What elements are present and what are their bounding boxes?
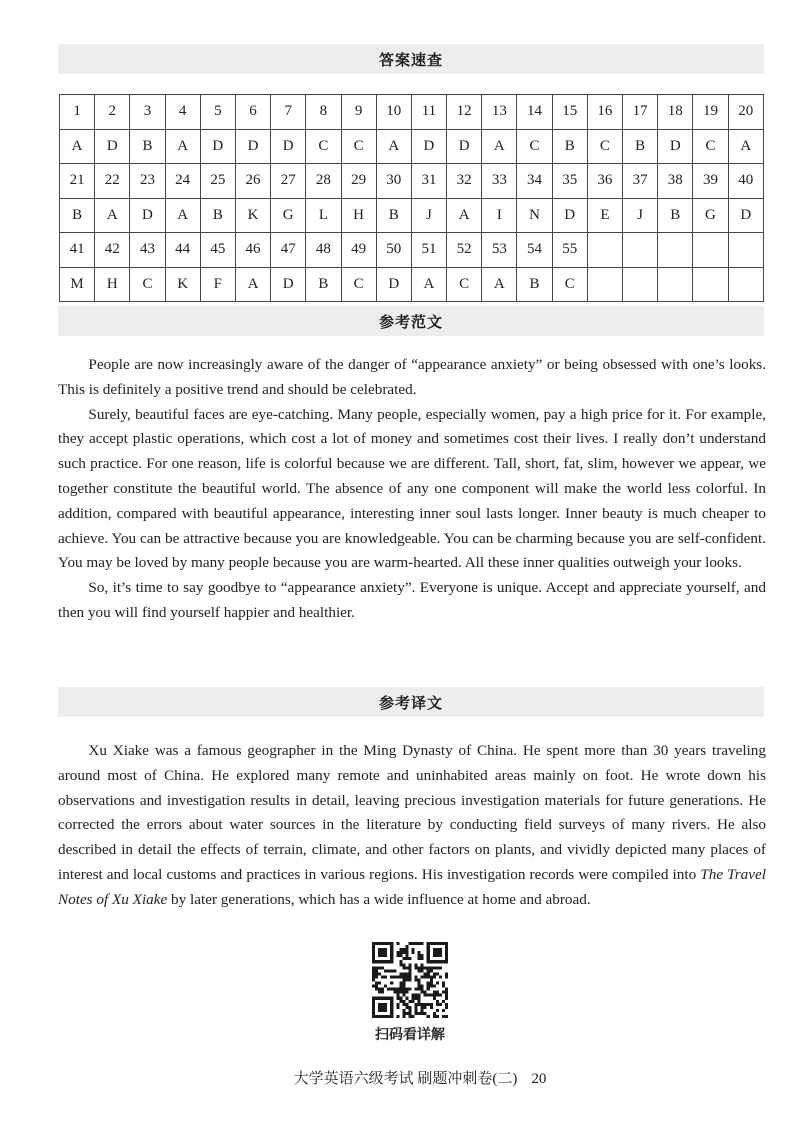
answer-cell: G (271, 198, 306, 233)
answer-cell (728, 267, 763, 302)
answer-cell: A (60, 129, 95, 164)
answer-row (60, 198, 764, 233)
question-number-cell: 36 (587, 164, 622, 199)
question-number-cell: 28 (306, 164, 341, 199)
question-number-cell: 29 (341, 164, 376, 199)
translation-text-end: by later generations, which has a wide influence at home and abroad. (167, 890, 591, 908)
question-number-cell: 5 (200, 95, 235, 130)
essay-paragraph: People are now increasingly aware of the danger of “appearance anxiety” or being obsessed with one’s looks. This is definitely a positive trend and should be celebrated. (58, 356, 766, 398)
essay-paragraph: Surely, beautiful faces are eye-catching. Many people, especially women, pay a high price for it. For example, they accept plastic operations, which cost a lot of money and sometimes cost their lives. I really don’t understand such practice. For one reason, life is colorful because we are different. Tall, short, fat, slim, however we appear, we together constitute the beautiful world. The absence of any one component will make the world less colorful. In addition, compared with beautiful appearance, interesting inner soul lasts longer. Inner beauty is much cheaper to achieve. You can be attractive because you are knowledgeable. You can be charming because you are self-confident. You may be loved by many people because you are warm-hearted. All these inner qualities outweigh your looks. (58, 405, 766, 572)
answer-cell: D (235, 129, 270, 164)
answer-cell: A (235, 267, 270, 302)
question-number-cell: 12 (447, 95, 482, 130)
answer-cell (693, 267, 728, 302)
translation-title: 参考译文 (378, 693, 443, 712)
qr-scan-label: 扫码看详解 (375, 1027, 445, 1043)
question-number-cell: 3 (130, 95, 165, 130)
question-number-cell: 14 (517, 95, 552, 130)
question-number-cell: 35 (552, 164, 587, 199)
answer-cell: K (235, 198, 270, 233)
answer-cell: L (306, 198, 341, 233)
answer-cell: B (517, 267, 552, 302)
question-number-row (60, 95, 764, 130)
question-number-cell: 44 (165, 233, 200, 268)
question-number-cell (728, 233, 763, 268)
answer-cell: A (447, 198, 482, 233)
answer-key-header (58, 44, 764, 74)
answer-cell: D (271, 129, 306, 164)
question-number-cell: 9 (341, 95, 376, 130)
answer-cell: B (623, 129, 658, 164)
question-number-cell: 20 (728, 95, 763, 130)
answer-cell: D (411, 129, 446, 164)
qr-code-image (372, 942, 448, 1018)
answer-cell (587, 267, 622, 302)
answer-key-title: 答案速查 (378, 50, 443, 69)
question-number-cell (658, 233, 693, 268)
answer-cell: A (95, 198, 130, 233)
question-number-cell: 22 (95, 164, 130, 199)
page-number: 20 (531, 1071, 547, 1087)
question-number-cell (587, 233, 622, 268)
question-number-cell: 15 (552, 95, 587, 130)
question-number-cell: 21 (60, 164, 95, 199)
question-number-cell: 26 (235, 164, 270, 199)
question-number-cell: 53 (482, 233, 517, 268)
answer-cell: G (693, 198, 728, 233)
answer-cell: B (200, 198, 235, 233)
question-number-cell: 50 (376, 233, 411, 268)
question-number-cell: 48 (306, 233, 341, 268)
translation-header (58, 687, 764, 717)
answer-cell: C (517, 129, 552, 164)
answer-cell: A (165, 129, 200, 164)
answer-cell: C (447, 267, 482, 302)
question-number-row (60, 233, 764, 268)
footer-book-title: 大学英语六级考试 刷题冲刺卷(二) (293, 1071, 518, 1087)
question-number-cell: 54 (517, 233, 552, 268)
translation-body (58, 739, 766, 913)
qr-code[interactable] (372, 942, 448, 1018)
answer-cell: D (552, 198, 587, 233)
answer-cell: D (447, 129, 482, 164)
answer-cell: F (200, 267, 235, 302)
question-number-cell: 23 (130, 164, 165, 199)
answer-cell: K (165, 267, 200, 302)
answer-cell: A (728, 129, 763, 164)
question-number-cell: 6 (235, 95, 270, 130)
answer-cell: D (95, 129, 130, 164)
answer-cell: A (411, 267, 446, 302)
answer-cell: C (341, 129, 376, 164)
answer-cell: C (306, 129, 341, 164)
question-number-row (60, 164, 764, 199)
question-number-cell: 37 (623, 164, 658, 199)
question-number-cell: 31 (411, 164, 446, 199)
question-number-cell: 13 (482, 95, 517, 130)
question-number-cell (693, 233, 728, 268)
question-number-cell: 4 (165, 95, 200, 130)
question-number-cell: 45 (200, 233, 235, 268)
answer-cell: D (271, 267, 306, 302)
question-number-cell: 49 (341, 233, 376, 268)
question-number-cell: 11 (411, 95, 446, 130)
question-number-cell: 17 (623, 95, 658, 130)
answer-cell: B (60, 198, 95, 233)
model-essay-title: 参考范文 (378, 312, 443, 331)
answer-cell: D (728, 198, 763, 233)
answer-cell: A (482, 267, 517, 302)
answer-cell: D (658, 129, 693, 164)
question-number-cell: 33 (482, 164, 517, 199)
page-footer (200, 1067, 640, 1088)
essay-paragraph: So, it’s time to say goodbye to “appearance anxiety”. Everyone is unique. Accept and appreciate yourself, and then you will find yourself happier and healthier. (58, 579, 766, 621)
question-number-cell: 38 (658, 164, 693, 199)
question-number-cell: 7 (271, 95, 306, 130)
model-essay-header (58, 306, 764, 336)
answer-cell: C (341, 267, 376, 302)
answer-cell: D (376, 267, 411, 302)
question-number-cell: 34 (517, 164, 552, 199)
answer-cell: D (130, 198, 165, 233)
translation-paragraph (58, 739, 766, 913)
answer-cell: B (376, 198, 411, 233)
answer-cell: C (552, 267, 587, 302)
question-number-cell: 47 (271, 233, 306, 268)
question-number-cell: 25 (200, 164, 235, 199)
answer-cell: A (376, 129, 411, 164)
answer-cell: M (60, 267, 95, 302)
question-number-cell: 30 (376, 164, 411, 199)
question-number-cell: 24 (165, 164, 200, 199)
answer-cell: C (587, 129, 622, 164)
answer-cell: N (517, 198, 552, 233)
question-number-cell: 42 (95, 233, 130, 268)
question-number-cell: 1 (60, 95, 95, 130)
question-number-cell: 40 (728, 164, 763, 199)
answer-cell: A (482, 129, 517, 164)
question-number-cell: 18 (658, 95, 693, 130)
question-number-cell: 51 (411, 233, 446, 268)
answer-cell: C (130, 267, 165, 302)
question-number-cell: 41 (60, 233, 95, 268)
book-title: The Travel Notes of Xu Xiake (58, 865, 766, 908)
question-number-cell: 8 (306, 95, 341, 130)
answer-cell: B (658, 198, 693, 233)
question-number-cell: 16 (587, 95, 622, 130)
translation-text: Xu Xiake was a famous geographer in the Ming Dynasty of China. He spent more than 30 years traveling around most of China. He explored many remote and uninhabited areas mainly on foot. He wrote down his observations and investigation results in detail, leaving precious investigation materials for future generations. He corrected the errors about water sources in the literature by conducting field surveys of many rivers. He also described in detail the effects of terrain, climate, and other factors on plants, and vividly depicted many places of interest and local customs and practices in various regions. His investigation records were compiled into (58, 742, 766, 883)
answer-cell: C (693, 129, 728, 164)
model-essay-body (58, 353, 766, 626)
answer-cell: B (130, 129, 165, 164)
answer-cell (623, 267, 658, 302)
answer-cell (658, 267, 693, 302)
answer-row (60, 129, 764, 164)
answer-cell: H (341, 198, 376, 233)
question-number-cell: 43 (130, 233, 165, 268)
question-number-cell: 10 (376, 95, 411, 130)
question-number-cell: 55 (552, 233, 587, 268)
question-number-cell (623, 233, 658, 268)
question-number-cell: 39 (693, 164, 728, 199)
question-number-cell: 46 (235, 233, 270, 268)
question-number-cell: 19 (693, 95, 728, 130)
answer-row (60, 267, 764, 302)
question-number-cell: 27 (271, 164, 306, 199)
question-number-cell: 32 (447, 164, 482, 199)
answer-key-table (59, 94, 764, 302)
answer-cell: A (165, 198, 200, 233)
answer-cell: B (552, 129, 587, 164)
answer-cell: E (587, 198, 622, 233)
answer-cell: H (95, 267, 130, 302)
answer-cell: J (411, 198, 446, 233)
question-number-cell: 2 (95, 95, 130, 130)
answer-cell: J (623, 198, 658, 233)
question-number-cell: 52 (447, 233, 482, 268)
answer-cell: D (200, 129, 235, 164)
answer-cell: B (306, 267, 341, 302)
answer-cell: I (482, 198, 517, 233)
